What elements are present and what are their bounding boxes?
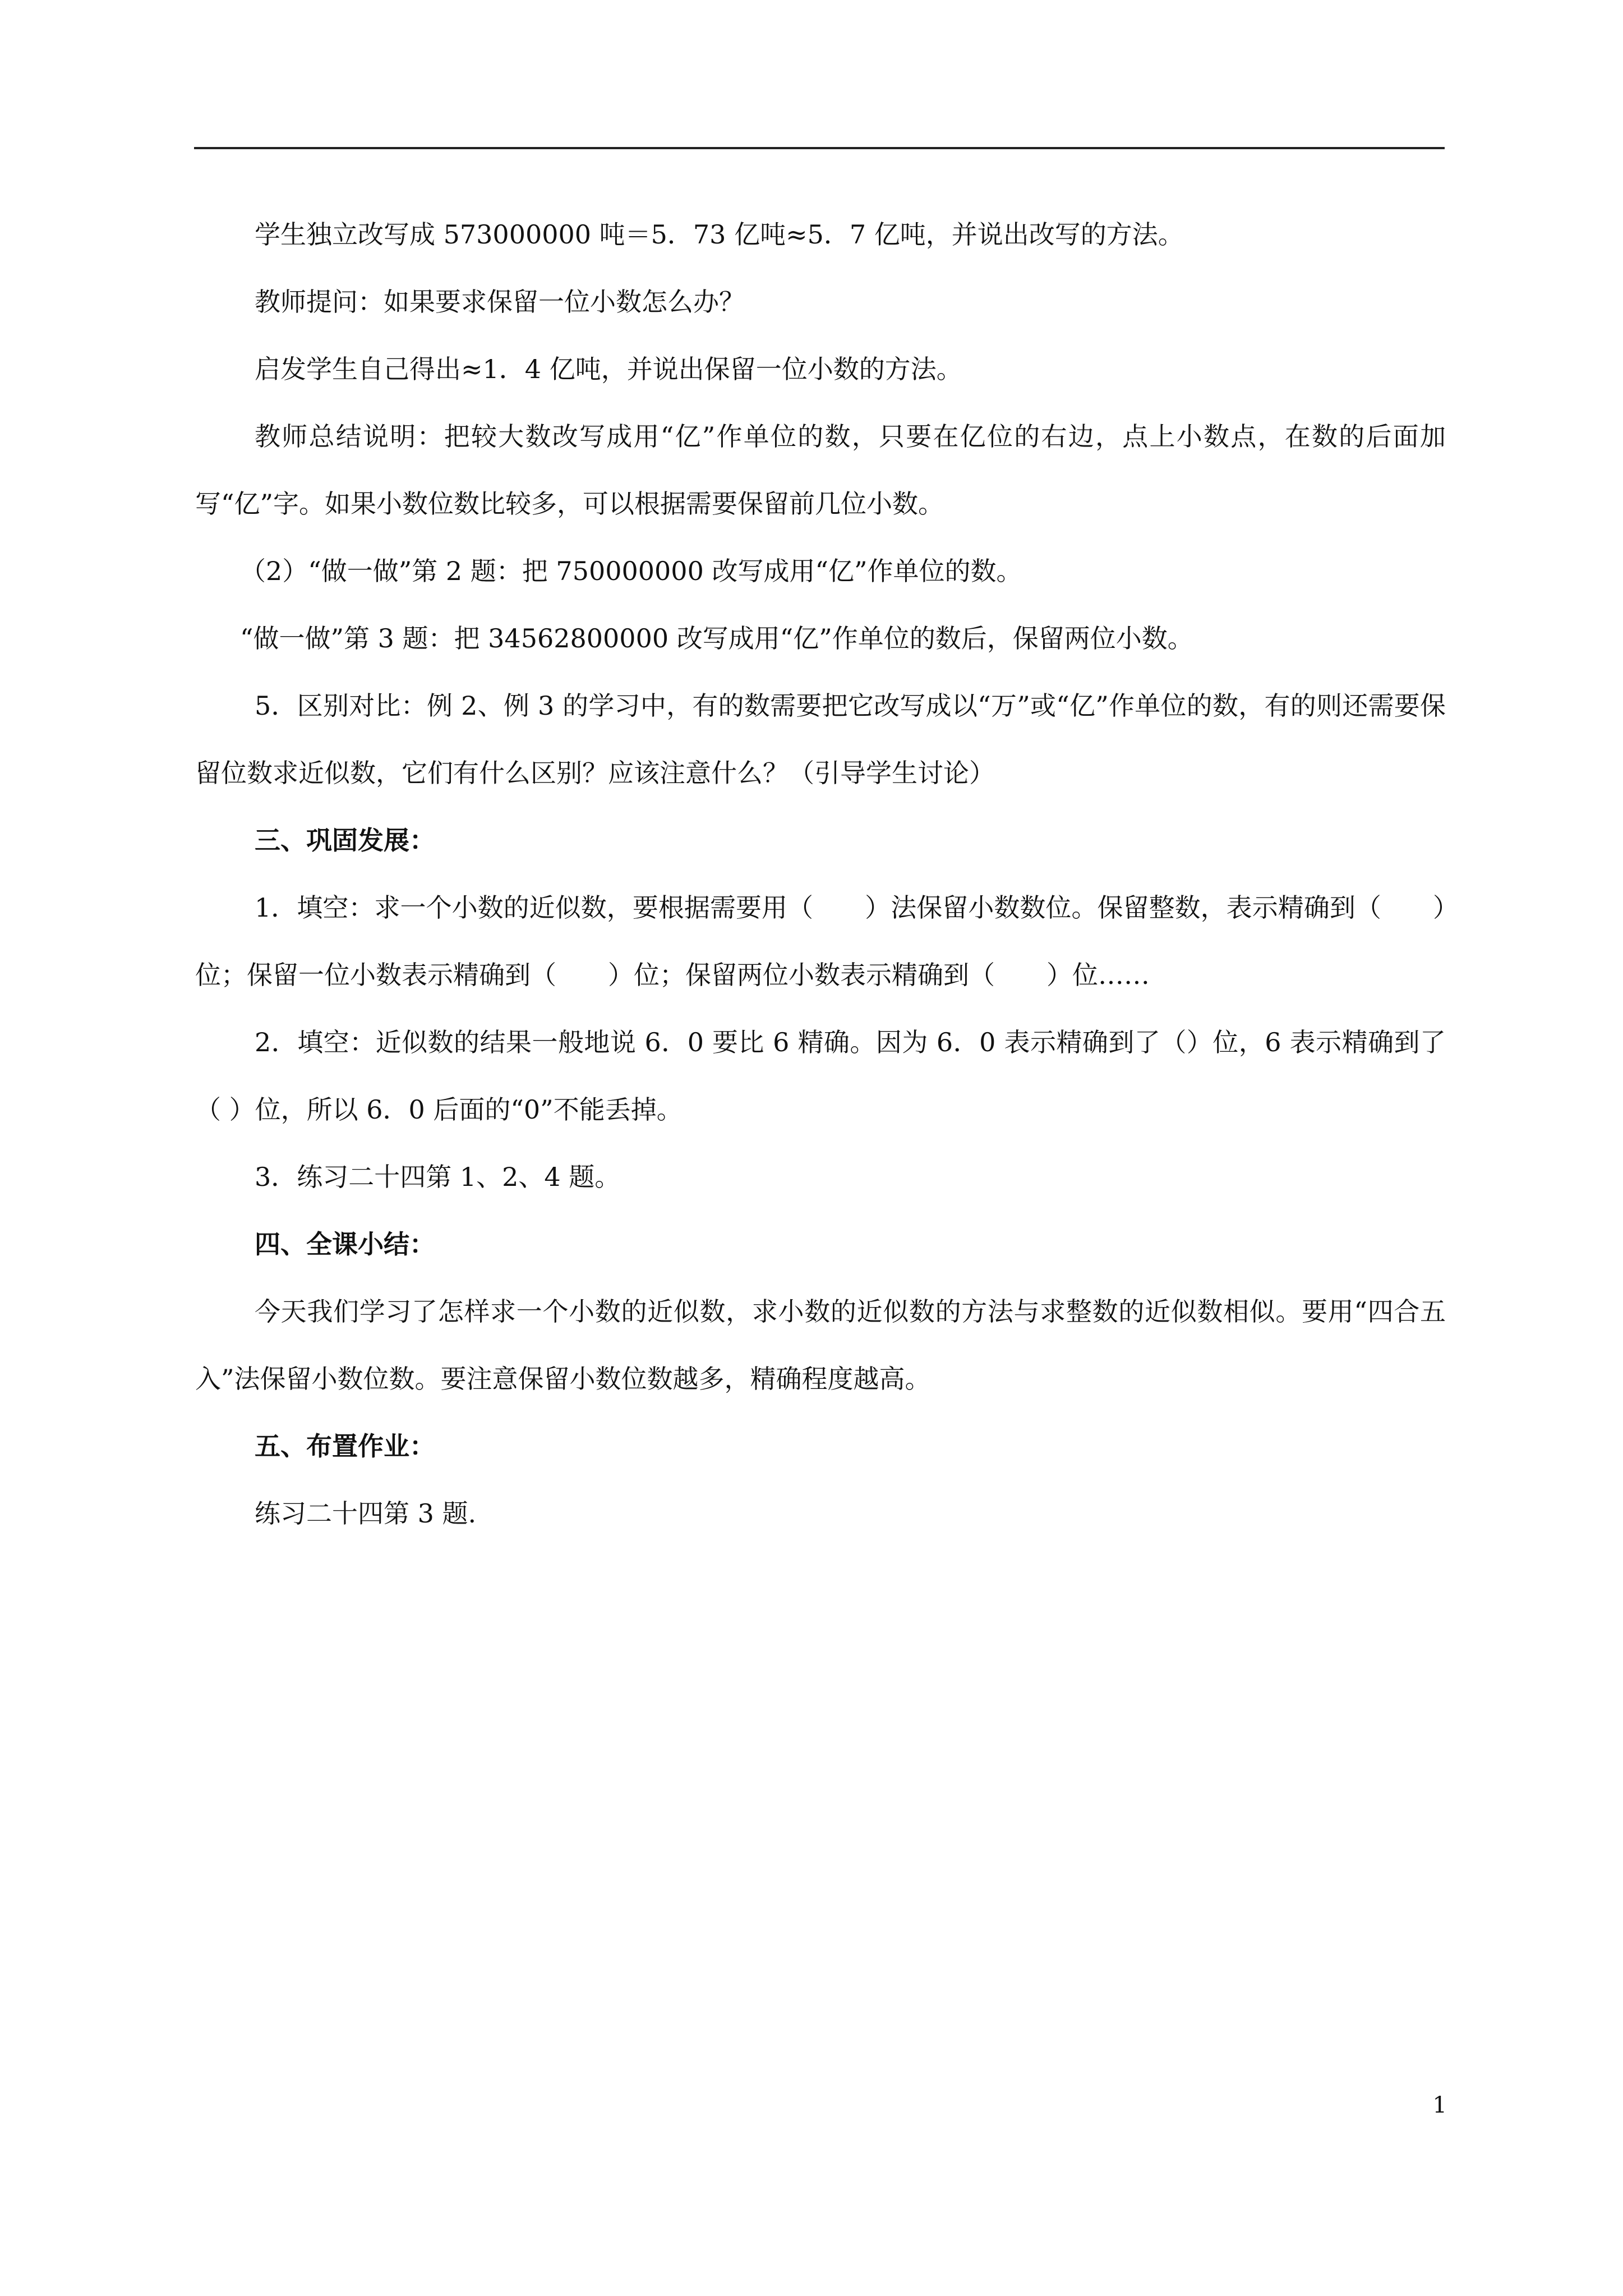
- page-number: 1: [1432, 2092, 1447, 2118]
- paragraph: 1．填空：求一个小数的近似数，要根据需要用（ ）法保留小数数位。保留整数，表示精确到（ ）位；保留一位小数表示精确到（ ）位；保留两位小数表示精确到（ ）位……: [195, 892, 1446, 990]
- paragraph: 启发学生自己得出≈1．4 亿吨，并说出保留一位小数的方法。: [255, 354, 962, 384]
- paragraph: “做一做”第 3 题：把 34562800000 改写成用“亿”作单位的数后，保留两位小数。: [240, 623, 1193, 654]
- paragraph: 3．练习二十四第 1、2、4 题。: [255, 1162, 621, 1192]
- paragraph: （2）“做一做”第 2 题：把 750000000 改写成用“亿”作单位的数。: [240, 556, 1022, 586]
- section-heading: 四、全课小结：: [255, 1229, 435, 1259]
- paragraph: 练习二十四第 3 题.: [255, 1498, 477, 1529]
- paragraph: 教师提问：如果要求保留一位小数怎么办？: [255, 287, 745, 317]
- paragraph: 今天我们学习了怎样求一个小数的近似数，求小数的近似数的方法与求整数的近似数相似。要用“四合五入”法保留小数位数。要注意保留小数位数越多，精确程度越高。: [195, 1296, 1446, 1394]
- paragraph: 学生独立改写成 573000000 吨＝5．73 亿吨≈5．7 亿吨，并说出改写的方法。: [255, 219, 1184, 250]
- section-heading: 五、布置作业：: [255, 1431, 435, 1461]
- paragraph: 5．区别对比：例 2、例 3 的学习中，有的数需要把它改写成以“万”或“亿”作单位的数，有的则还需要保留位数求近似数，它们有什么区别？应该注意什么？（引导学生讨论）: [195, 691, 1446, 788]
- document-body: [195, 201, 1446, 1547]
- paragraph: 教师总结说明：把较大数改写成用“亿”作单位的数，只要在亿位的右边，点上小数点，在数的后面加写“亿”字。如果小数位数比较多，可以根据需要保留前几位小数。: [195, 421, 1446, 519]
- header-rule: [194, 147, 1445, 149]
- paragraph: 2．填空：近似数的结果一般地说 6．0 要比 6 精确。因为 6．0 表示精确到了（）位，6 表示精确到了（ ）位，所以 6．0 后面的“0”不能丢掉。: [195, 1027, 1446, 1125]
- section-heading: 三、巩固发展：: [255, 825, 435, 855]
